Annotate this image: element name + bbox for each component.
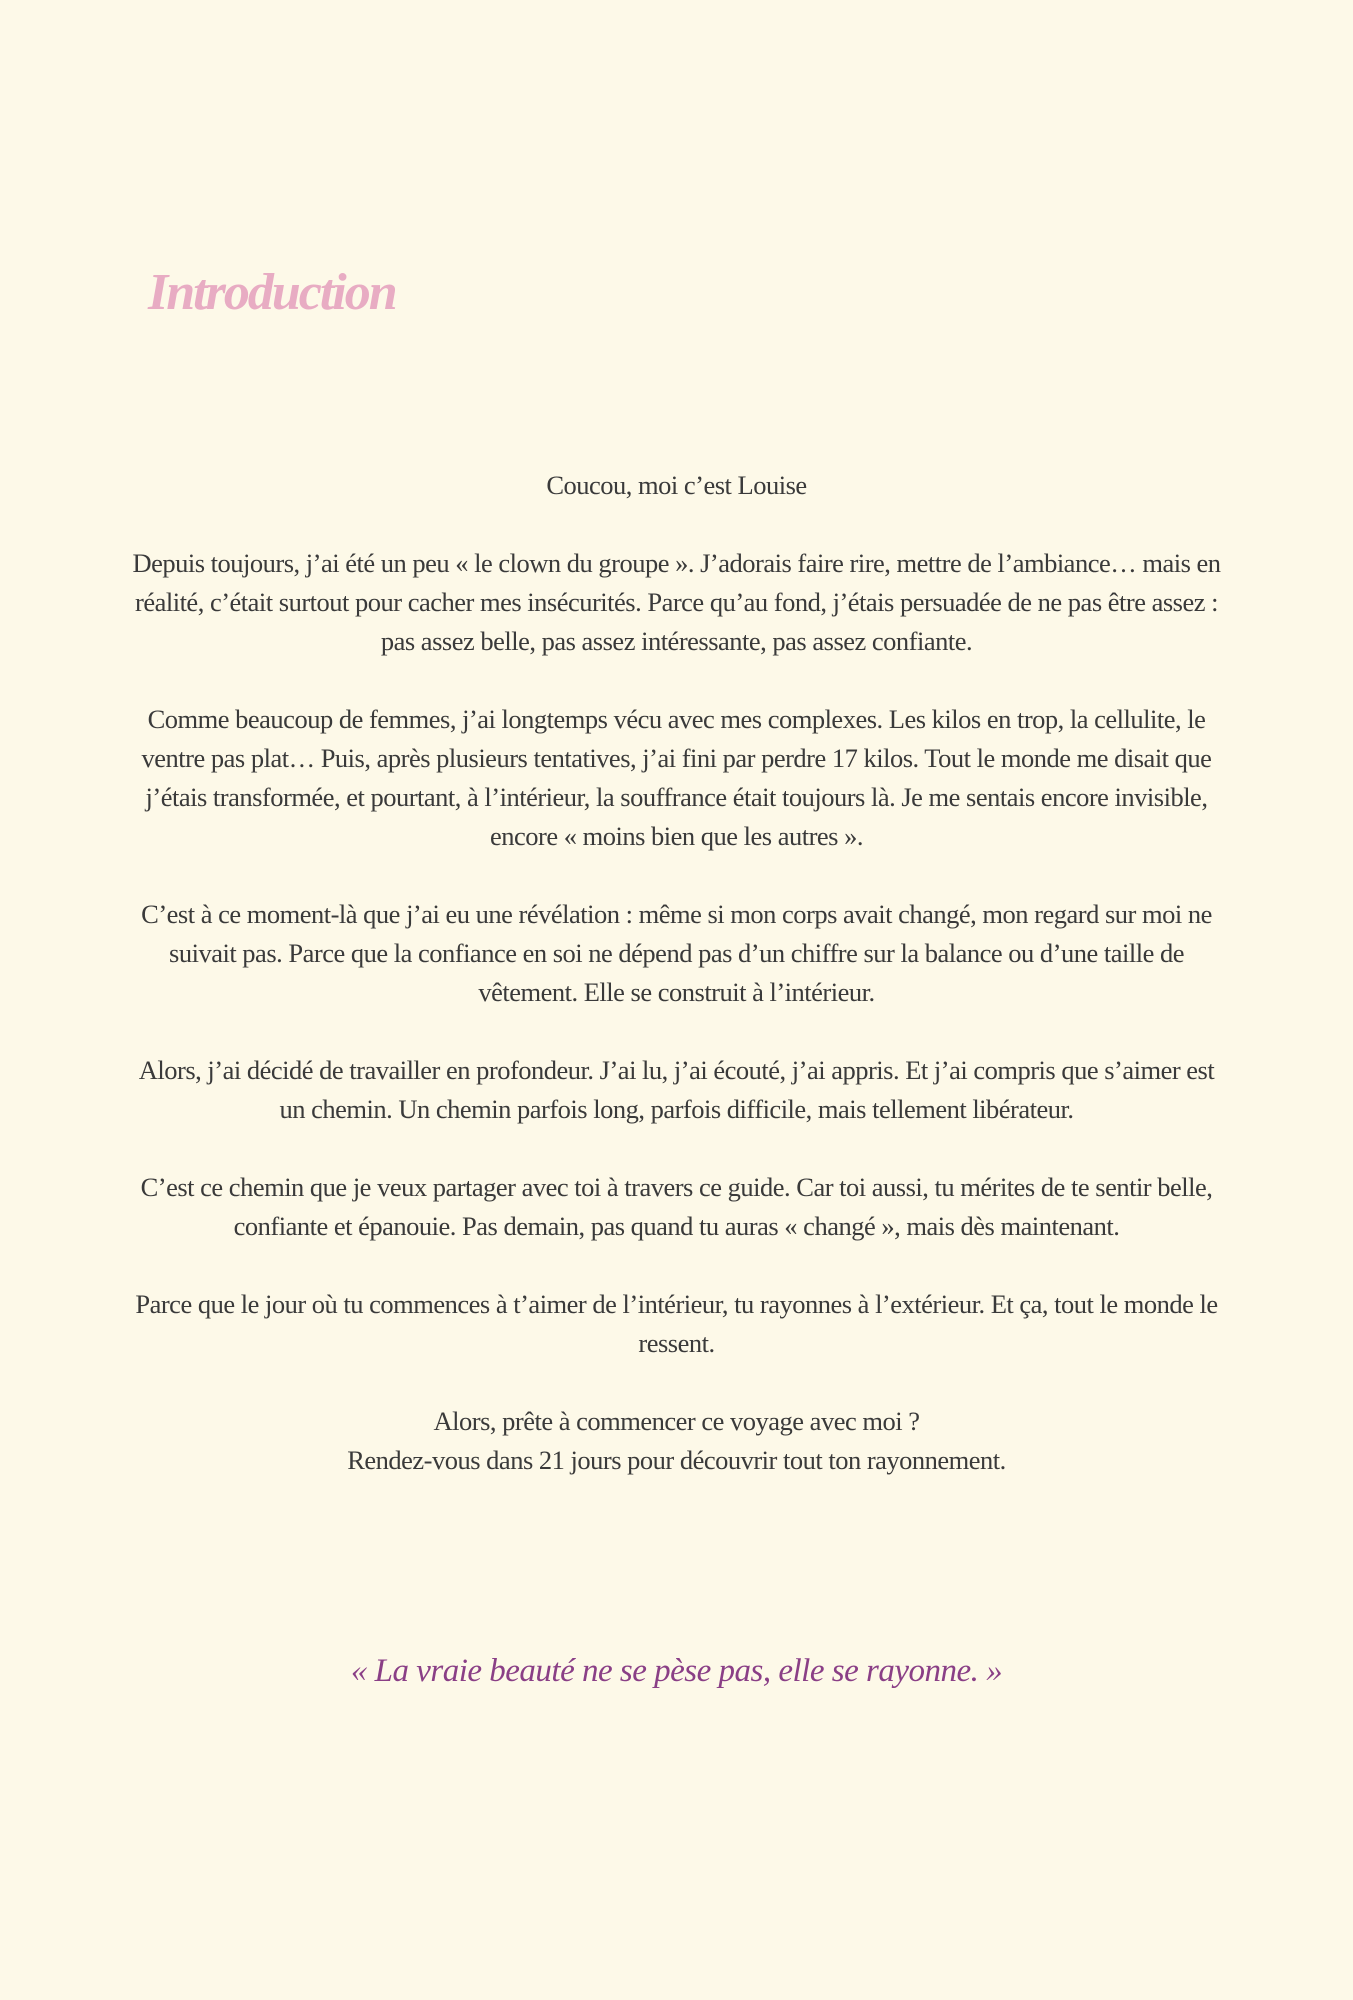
closing-quote: « La vraie beauté ne se pèse pas, elle se rayonne. » xyxy=(350,1653,1003,1689)
page-title: Introduction xyxy=(148,264,396,321)
paragraph: Alors, j’ai décidé de travailler en profondeur. J’ai lu, j’ai écouté, j’ai appris. Et j’ai compris que s’aimer est un chemin. Un chemin parfois long, parfois difficile, mais tellement libérateur. xyxy=(138,1055,1215,1124)
paragraph: C’est ce chemin que je veux partager avec toi à travers ce guide. Car toi aussi, tu mérites de te sentir belle, confiante et épanouie. Pas demain, pas quand tu auras « changé », mais dès maintenant. xyxy=(140,1172,1213,1241)
introduction-text xyxy=(130,466,1223,1480)
paragraph: Parce que le jour où tu commences à t’aimer de l’intérieur, tu rayonnes à l’extérieur. Et ça, tout le monde le ressent. xyxy=(135,1289,1218,1358)
paragraph: C’est à ce moment-là que j’ai eu une révélation : même si mon corps avait changé, mon regard sur moi ne suivait pas. Parce que la confiance en soi ne dépend pas d’un chiffre sur la balance ou d’une taille de vêtement. Elle se construit à l’intérieur. xyxy=(141,899,1212,1007)
greeting: Coucou, moi c’est Louise xyxy=(546,470,807,500)
paragraph: Comme beaucoup de femmes, j’ai longtemps vécu avec mes complexes. Les kilos en trop, la cellulite, le ventre pas plat… Puis, après plusieurs tentatives, j’ai fini par perdre 17 kilos. Tout le monde me disait que j’étais transformée, et pourtant, à l’intérieur, la souffrance était toujours là. Je me sentais encore invisible, encore « moins bien que les autres ». xyxy=(141,704,1212,851)
closing-line: Alors, prête à commencer ce voyage avec moi ? xyxy=(433,1406,920,1436)
closing-line: Rendez-vous dans 21 jours pour découvrir tout ton rayonnement. xyxy=(347,1445,1006,1475)
paragraph: Depuis toujours, j’ai été un peu « le clown du groupe ». J’adorais faire rire, mettre de l’ambiance… mais en réalité, c’était surtout pour cacher mes insécurités. Parce qu’au fond, j’étais persuadée de ne pas être assez : pas assez belle, pas assez intéressante, pas assez confiante. xyxy=(132,548,1221,656)
